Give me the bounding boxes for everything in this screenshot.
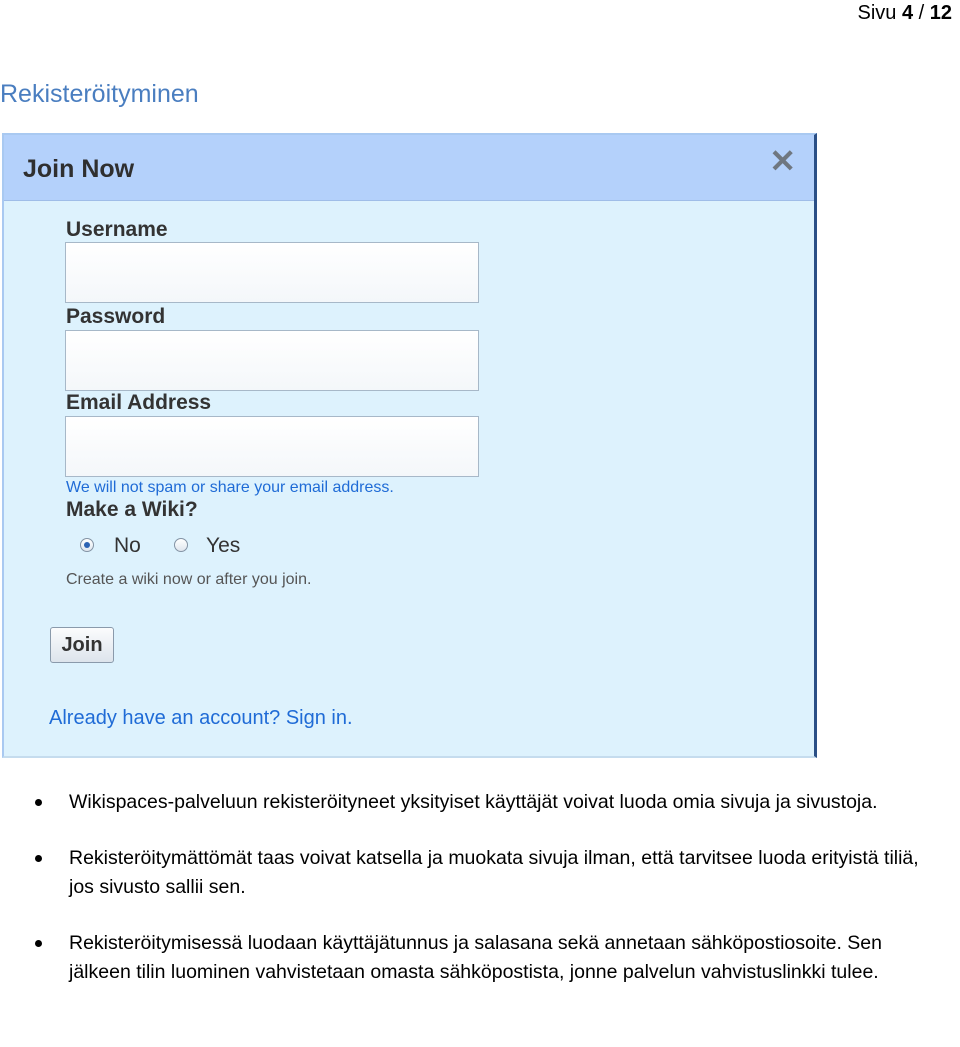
- radio-yes-label[interactable]: Yes: [206, 534, 241, 557]
- join-button[interactable]: Join: [50, 627, 114, 663]
- username-label: Username: [66, 218, 168, 241]
- password-input[interactable]: [65, 330, 479, 391]
- password-label: Password: [66, 305, 166, 328]
- join-dialog-screenshot: [2, 133, 817, 758]
- username-input[interactable]: [65, 242, 479, 303]
- page-indicator: [857, 2, 952, 25]
- bullet-item: Rekisteröitymisessä luodaan käyttäjätunnus ja salasana sekä annetaan sähköpostiosoite. Sen jälkeen tilin luominen vahvistetaan omasta sähköpostista, jonne palvelun vahvistuslinkki tulee.: [0, 929, 935, 987]
- radio-no-label[interactable]: No: [114, 534, 141, 557]
- close-icon[interactable]: ✕: [769, 143, 796, 179]
- radio-yes[interactable]: [174, 538, 188, 552]
- wiki-hint: Create a wiki now or after you join.: [66, 571, 312, 588]
- page-current: 4: [901, 2, 914, 24]
- bullet-item: Rekisteröitymättömät taas voivat katsella ja muokata sivuja ilman, että tarvitsee luoda erityistä tiliä, jos sivusto sallii sen.: [0, 844, 935, 902]
- bullet-item: Wikispaces-palveluun rekisteröityneet yksityiset käyttäjät voivat luoda omia sivuja ja sivustoja.: [0, 788, 935, 817]
- page-total: 12: [929, 2, 952, 24]
- dialog-title: Join Now: [23, 155, 135, 183]
- make-wiki-label: Make a Wiki?: [66, 498, 198, 521]
- page-prefix: Sivu: [857, 2, 897, 24]
- email-hint: We will not spam or share your email address.: [66, 479, 394, 496]
- email-input[interactable]: [65, 416, 479, 477]
- section-heading: Rekisteröityminen: [0, 80, 199, 108]
- page-separator: /: [913, 2, 930, 24]
- bullet-list: [0, 788, 935, 1014]
- radio-no[interactable]: [80, 538, 94, 552]
- dialog-titlebar: [4, 135, 814, 201]
- email-label: Email Address: [66, 391, 212, 414]
- sign-in-link[interactable]: Already have an account? Sign in.: [49, 707, 353, 729]
